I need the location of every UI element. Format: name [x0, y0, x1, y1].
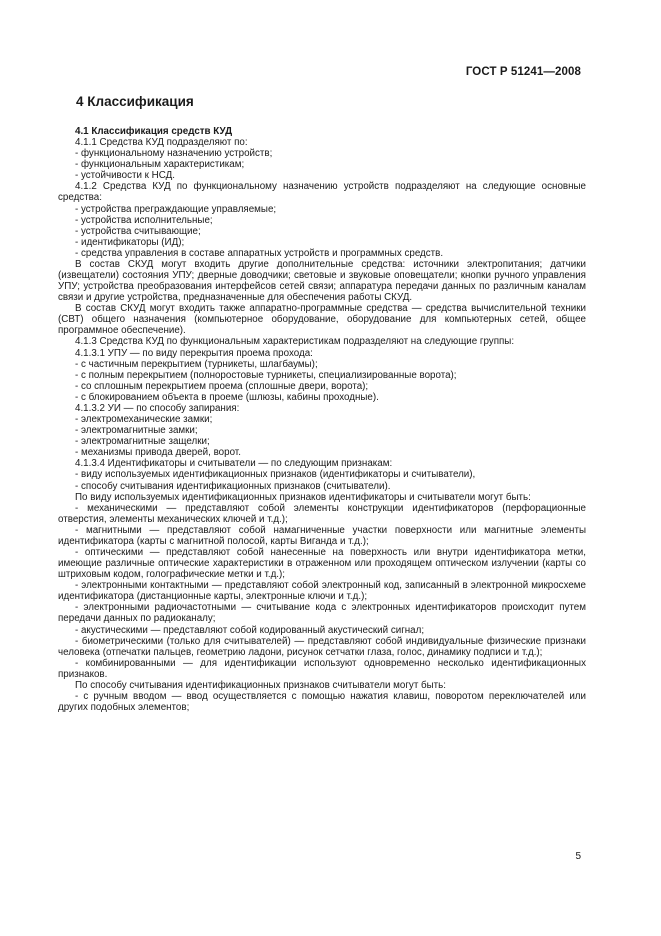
- page-number: 5: [575, 851, 581, 862]
- list-item: - электромеханические замки;: [75, 414, 213, 426]
- list-item: - функциональному назначению устройств;: [75, 148, 273, 160]
- list-item: - со сплошным перекрытием проема (сплошные двери, ворота);: [75, 380, 369, 392]
- list-item: - способу считывания идентификационных признаков (считыватели).: [75, 480, 391, 492]
- paragraph: 4.1.3.4 Идентификаторы и считыватели — по следующим признакам:: [75, 458, 393, 470]
- list-item: - устройства преграждающие управляемые;: [75, 203, 277, 215]
- paragraph: По виду используемых идентификационных признаков идентификаторы и считыватели могут быть:: [75, 491, 531, 503]
- paragraph: 4.1.2 Средства КУД по функциональному назначению устройств подразделяют на следующие основные средства:: [58, 181, 586, 204]
- list-item: - устройства исполнительные;: [75, 214, 213, 226]
- paragraph: 4.1.3.1 УПУ — по виду перекрытия проема прохода:: [75, 347, 313, 359]
- list-item: - оптическими — представляют собой нанесенные на поверхность или внутри идентификатора метки, имеющие различные оптические характеристики в отраженном или проходящем оптическом излучении (карты со штриховым кодом, голографические метки и т.д.);: [58, 546, 586, 581]
- list-item: - устойчивости к НСД.: [75, 170, 175, 182]
- list-item: - биометрическими (только для считывателей) — представляют собой индивидуальные физические признаки человека (отпечатки пальцев, геометрию ладони, рисунок сетчатки глаза, голос, динамику подписи и т.д.);: [58, 635, 586, 658]
- list-item: - с ручным вводом — ввод осуществляется с помощью нажатия клавиш, поворотом переключателей или других подобных элементов;: [58, 690, 586, 714]
- list-item: - средства управления в составе аппаратных устройств и программных средств.: [75, 247, 444, 259]
- list-item: - магнитными — представляют собой намагниченные участки поверхности или магнитные элементы идентификатора (карты с магнитной полосой, карты Виганда и т.д.);: [58, 524, 586, 547]
- list-item: - акустическими — представляют собой кодированный акустический сигнал;: [75, 624, 425, 636]
- paragraph: 4.1.3.2 УИ — по способу запирания:: [75, 402, 240, 414]
- list-item: - устройства считывающие;: [75, 225, 201, 237]
- list-item: - идентификаторы (ИД);: [75, 236, 185, 248]
- list-item: - с частичным перекрытием (турникеты, шлагбаумы);: [75, 358, 318, 370]
- list-item: - механическими — представляют собой элементы конструкции идентификаторов (перфорационные отверстия, элементы механических ключей и т.д.);: [58, 502, 586, 525]
- paragraph: 4.1.3 Средства КУД по функциональным характеристикам подразделяют на следующие группы:: [75, 336, 515, 348]
- paragraph: 4.1.1 Средства КУД подразделяют по:: [75, 137, 248, 149]
- document-body: [58, 126, 586, 713]
- paragraph: В состав СКУД могут входить также аппаратно-программные средства — средства вычислительной техники (СВТ) общего назначения (компьютерное оборудование, оборудование для компьютерных сетей, общее программное обеспечение).: [58, 303, 586, 337]
- list-item: - комбинированными — для идентификации используют одновременно несколько идентификационных признаков.: [58, 657, 586, 680]
- list-item: - механизмы привода дверей, ворот.: [75, 447, 241, 459]
- list-item: - с полным перекрытием (полноростовые турникеты, специализированные ворота);: [75, 369, 457, 381]
- list-item: - электромагнитные замки;: [75, 425, 198, 437]
- list-item: - электронными радиочастотными — считывание кода с электронных идентификаторов происходит путем передачи данных по радиоканалу;: [58, 602, 586, 625]
- list-item: - с блокированием объекта в проеме (шлюзы, кабины проходные).: [75, 391, 379, 403]
- section-title: 4 Классификация: [76, 94, 194, 109]
- standard-header: ГОСТ Р 51241—2008: [465, 66, 581, 78]
- paragraph: По способу считывания идентификационных признаков считыватели могут быть:: [75, 679, 446, 691]
- list-item: - электронными контактными — представляют собой электронный код, записанный в электронной микросхеме идентификатора (дистанционные карты, электронные ключи и т.д.);: [58, 580, 586, 603]
- list-item: - электромагнитные защелки;: [75, 436, 210, 448]
- paragraph: В состав СКУД могут входить другие дополнительные средства: источники электропитания; датчики (извещатели) состояния УПУ; дверные доводчики; световые и звуковые оповещатели; кнопки ручного управления УПУ; устройства преобразования интерфейсов сетей связи; аппаратура передачи данных по различным каналам связи и другие устройства, предназначенные для обеспечения работы СКУД.: [58, 258, 586, 304]
- list-item: - функциональным характеристикам;: [75, 159, 245, 171]
- subsection-heading: 4.1 Классификация средств КУД: [75, 126, 233, 137]
- list-item: - виду используемых идентификационных признаков (идентификаторы и считыватели),: [75, 469, 476, 481]
